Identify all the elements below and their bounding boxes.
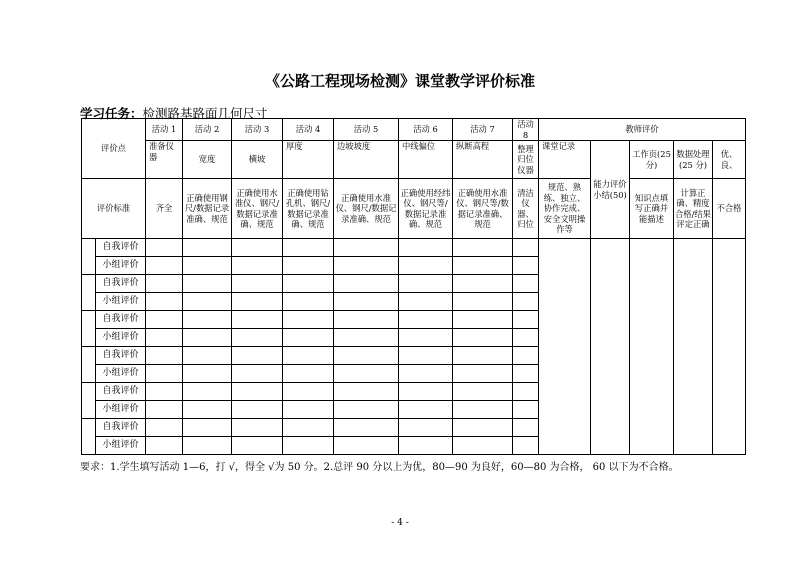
score-cell[interactable] [513,293,539,311]
score-cell[interactable] [283,419,334,437]
ability-summary-header: 能力评价小结(50) [591,141,630,239]
score-cell[interactable] [399,437,453,455]
score-cell[interactable] [334,239,399,257]
score-cell[interactable] [453,311,513,329]
score-cell[interactable] [183,239,232,257]
score-cell[interactable] [453,419,513,437]
score-cell[interactable] [399,365,453,383]
score-cell[interactable] [283,239,334,257]
score-cell[interactable] [146,293,183,311]
score-cell[interactable] [399,419,453,437]
score-cell[interactable] [453,383,513,401]
score-cell[interactable] [183,383,232,401]
score-cell[interactable] [399,257,453,275]
score-cell[interactable] [146,347,183,365]
score-cell[interactable] [399,293,453,311]
score-cell[interactable] [453,329,513,347]
page-title: 《公路工程现场检测》课堂教学评价标准 [264,72,535,90]
eval-point-label: 评价点 [82,119,146,179]
score-cell[interactable] [232,437,283,455]
score-cell[interactable] [513,401,539,419]
criteria-label: 评价标准 [82,179,146,239]
group-eval-label: 小组评价 [96,257,146,275]
score-cell[interactable] [334,365,399,383]
score-cell[interactable] [183,347,232,365]
score-cell[interactable] [146,275,183,293]
score-cell[interactable] [146,311,183,329]
group-cell [82,275,96,311]
teacher-score-cell[interactable] [539,239,591,455]
score-cell[interactable] [334,257,399,275]
score-cell[interactable] [513,311,539,329]
score-cell[interactable] [453,257,513,275]
score-cell[interactable] [183,401,232,419]
teacher-score-cell[interactable] [591,239,630,455]
score-cell[interactable] [146,239,183,257]
score-cell[interactable] [283,365,334,383]
score-cell[interactable] [399,311,453,329]
score-cell[interactable] [232,293,283,311]
header-row-items [82,141,746,179]
score-cell[interactable] [232,257,283,275]
score-cell[interactable] [283,401,334,419]
group-cell [82,311,96,347]
score-cell[interactable] [453,437,513,455]
group-eval-label: 小组评价 [96,293,146,311]
criterion: 正确使用水准仪、钢尺等/数据记录准确、规范 [453,179,513,239]
criterion: 清洁仪器、归位 [513,179,539,239]
teacher-score-cell[interactable] [713,239,746,455]
group-eval-label: 小组评价 [96,437,146,455]
score-cell[interactable] [513,257,539,275]
item-header: 纵断高程 [453,141,513,179]
score-cell[interactable] [232,275,283,293]
score-cell[interactable] [283,383,334,401]
group-cell [82,239,96,275]
score-cell[interactable] [334,347,399,365]
activity-header: 活动 5 [334,119,399,141]
self-eval-label: 自我评价 [96,419,146,437]
score-cell[interactable] [334,419,399,437]
evaluation-table [81,118,746,455]
score-cell[interactable] [283,257,334,275]
teacher-score-cell[interactable] [674,239,713,455]
task-label: 学习任务： [80,106,143,121]
criteria-row [82,179,746,239]
score-cell[interactable] [232,401,283,419]
eval-row [82,239,746,257]
activity-header: 活动 6 [399,119,453,141]
score-cell[interactable] [146,419,183,437]
score-cell[interactable] [399,383,453,401]
criterion: 齐全 [146,179,183,239]
score-cell[interactable] [453,347,513,365]
self-eval-label: 自我评价 [96,275,146,293]
group-eval-label: 小组评价 [96,365,146,383]
score-cell[interactable] [283,347,334,365]
score-cell[interactable] [146,437,183,455]
score-cell[interactable] [183,329,232,347]
self-eval-label: 自我评价 [96,347,146,365]
score-cell[interactable] [146,401,183,419]
criterion: 正确使用钻孔机、钢尺/数据记录准确、规范 [283,179,334,239]
score-cell[interactable] [232,419,283,437]
score-cell[interactable] [513,419,539,437]
score-cell[interactable] [283,275,334,293]
score-cell[interactable] [146,365,183,383]
score-cell[interactable] [453,275,513,293]
item-header: 中线偏位 [399,141,453,179]
score-cell[interactable] [183,293,232,311]
score-cell[interactable] [513,437,539,455]
score-cell[interactable] [399,329,453,347]
group-eval-label: 小组评价 [96,329,146,347]
item-header: 厚度 [283,141,334,179]
score-cell[interactable] [453,401,513,419]
self-eval-label: 自我评价 [96,383,146,401]
score-cell[interactable] [283,311,334,329]
score-cell[interactable] [399,239,453,257]
score-cell[interactable] [334,293,399,311]
item-header: 准备仪器 [146,141,183,179]
group-cell [82,383,96,419]
grade-levels-header: 优、良、 [713,141,746,179]
score-cell[interactable] [513,239,539,257]
page-number: - 4 - [391,518,409,528]
item-header: 整理归位仪器 [513,141,539,179]
data-processing-criterion: 计算正确、精度合格/结果评定正确 [674,179,713,239]
score-cell[interactable] [334,383,399,401]
score-cell[interactable] [283,329,334,347]
item-header: 横坡 [232,141,283,179]
teacher-eval-header: 教师评价 [539,119,746,141]
criterion: 正确使用钢尺/数据记录准确、规范 [183,179,232,239]
item-header: 边坡坡度 [334,141,399,179]
score-cell[interactable] [183,275,232,293]
score-cell[interactable] [334,437,399,455]
score-cell[interactable] [183,311,232,329]
criterion: 正确使用水准仪、钢尺/数据记录准确、规范 [334,179,399,239]
score-cell[interactable] [183,257,232,275]
score-cell[interactable] [453,293,513,311]
self-eval-label: 自我评价 [96,239,146,257]
score-cell[interactable] [334,401,399,419]
group-cell [82,347,96,383]
score-cell[interactable] [513,365,539,383]
activity-header: 活动 2 [183,119,232,141]
score-cell[interactable] [146,257,183,275]
teacher-score-cell[interactable] [630,239,674,455]
group-eval-label: 小组评价 [96,401,146,419]
score-cell[interactable] [513,329,539,347]
score-cell[interactable] [513,347,539,365]
class-record-criterion: 规范、熟练、独立、协作完成、安全文明操作等 [539,179,591,239]
task-value: 检测路基路面几何尺寸 [142,106,268,121]
score-cell[interactable] [183,365,232,383]
score-cell[interactable] [232,347,283,365]
score-cell[interactable] [232,365,283,383]
notes: 要求：1.学生填写活动 1—6，打 √，得全 √为 50 分。2.总评 90 分以上为优，80—90 为良好，60—80 为合格， 60 以下为不合格。 [80,462,679,473]
worksheet-header: 工作页(25 分) [630,141,674,179]
score-cell[interactable] [399,401,453,419]
activity-header: 活动 1 [146,119,183,141]
score-cell[interactable] [283,293,334,311]
score-cell[interactable] [399,275,453,293]
score-cell[interactable] [399,347,453,365]
score-cell[interactable] [232,311,283,329]
score-cell[interactable] [232,383,283,401]
activity-header: 活动 8 [513,119,539,141]
header-row-activities [82,119,746,141]
activity-header: 活动 4 [283,119,334,141]
score-cell[interactable] [453,239,513,257]
score-cell[interactable] [334,311,399,329]
score-cell[interactable] [232,329,283,347]
score-cell[interactable] [453,365,513,383]
score-cell[interactable] [334,275,399,293]
score-cell[interactable] [232,239,283,257]
score-cell[interactable] [183,419,232,437]
criterion: 正确使用经纬仪、钢尺等/数据记录准确、规范 [399,179,453,239]
score-cell[interactable] [183,437,232,455]
score-cell[interactable] [146,383,183,401]
activity-header: 活动 7 [453,119,513,141]
group-cell [82,419,96,455]
worksheet-criterion: 知识点填写正确并能描述 [630,179,674,239]
score-cell[interactable] [513,275,539,293]
score-cell[interactable] [513,383,539,401]
class-record-header: 课堂记录 [539,141,591,179]
score-cell[interactable] [283,437,334,455]
activity-header: 活动 3 [232,119,283,141]
self-eval-label: 自我评价 [96,311,146,329]
criterion: 正确使用水准仪、钢尺/数据记录准确、规范 [232,179,283,239]
item-header: 宽度 [183,141,232,179]
score-cell[interactable] [334,329,399,347]
score-cell[interactable] [146,329,183,347]
data-processing-header: 数据处理(25 分) [674,141,713,179]
fail-label: 不合格 [713,179,746,239]
